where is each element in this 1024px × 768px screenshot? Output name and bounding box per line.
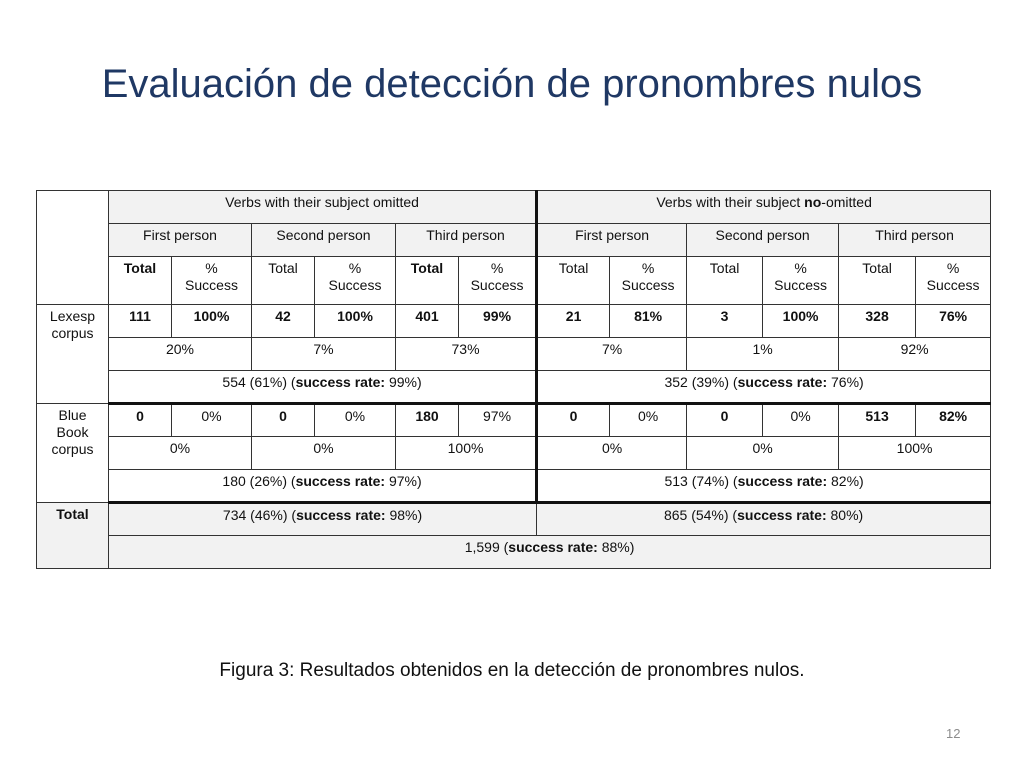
value-cell: 97% [459,404,537,437]
slide-title: Evaluación de detección de pronombres nulos [101,62,923,106]
row-label-lexesp: Lexesp corpus [37,305,109,404]
total-summary-non-omitted: 865 (54%) (success rate: 80%) [537,503,991,536]
value-cell: 99% [459,305,537,338]
pct-cell: 100% [396,437,537,470]
person-header: First person [537,224,687,257]
summary-cell: 554 (61%) (success rate: 99%) [109,371,537,404]
group-header-non-omitted: Verbs with their subject no-omitted [537,191,991,224]
value-cell: 0% [315,404,396,437]
results-table [36,190,991,569]
value-cell: 0 [687,404,763,437]
value-cell: 76% [916,305,991,338]
pct-cell: 1% [687,338,839,371]
pct-cell: 92% [839,338,991,371]
row-label-total: Total [37,503,109,569]
pct-cell: 0% [109,437,252,470]
value-cell: 180 [396,404,459,437]
success-header: % Success [315,257,396,305]
total-header: Total [396,257,459,305]
value-cell: 21 [537,305,610,338]
value-cell: 328 [839,305,916,338]
total-header: Total [537,257,610,305]
value-cell: 0% [172,404,252,437]
results-table-container [36,190,990,569]
person-header: Second person [252,224,396,257]
pct-cell: 7% [537,338,687,371]
total-summary-omitted: 734 (46%) (success rate: 98%) [109,503,537,536]
pct-cell: 73% [396,338,537,371]
value-cell: 401 [396,305,459,338]
pct-cell: 0% [537,437,687,470]
success-header: % Success [172,257,252,305]
pct-cell: 100% [839,437,991,470]
value-cell: 100% [763,305,839,338]
page-number: 12 [946,726,961,741]
value-cell: 82% [916,404,991,437]
pct-cell: 7% [252,338,396,371]
summary-cell: 513 (74%) (success rate: 82%) [537,470,991,503]
success-header: % Success [459,257,537,305]
value-cell: 100% [172,305,252,338]
pct-cell: 20% [109,338,252,371]
value-cell: 0 [537,404,610,437]
value-cell: 100% [315,305,396,338]
total-header: Total [687,257,763,305]
summary-cell: 180 (26%) (success rate: 97%) [109,470,537,503]
success-header: % Success [763,257,839,305]
value-cell: 42 [252,305,315,338]
success-header: % Success [916,257,991,305]
total-header: Total [109,257,172,305]
person-header: Third person [839,224,991,257]
value-cell: 81% [610,305,687,338]
total-header: Total [839,257,916,305]
grand-total: 1,599 (success rate: 88%) [109,536,991,569]
value-cell: 0% [763,404,839,437]
value-cell: 0% [610,404,687,437]
pct-cell: 0% [687,437,839,470]
value-cell: 513 [839,404,916,437]
header-corner-cell [37,191,109,305]
success-header: % Success [610,257,687,305]
person-header: First person [109,224,252,257]
group-header-omitted: Verbs with their subject omitted [109,191,537,224]
person-header: Third person [396,224,537,257]
value-cell: 3 [687,305,763,338]
person-header: Second person [687,224,839,257]
value-cell: 111 [109,305,172,338]
figure-caption: Figura 3: Resultados obtenidos en la detección de pronombres nulos. [219,660,805,681]
value-cell: 0 [109,404,172,437]
row-label-bluebook: Blue Book corpus [37,404,109,503]
value-cell: 0 [252,404,315,437]
pct-cell: 0% [252,437,396,470]
total-header: Total [252,257,315,305]
summary-cell: 352 (39%) (success rate: 76%) [537,371,991,404]
